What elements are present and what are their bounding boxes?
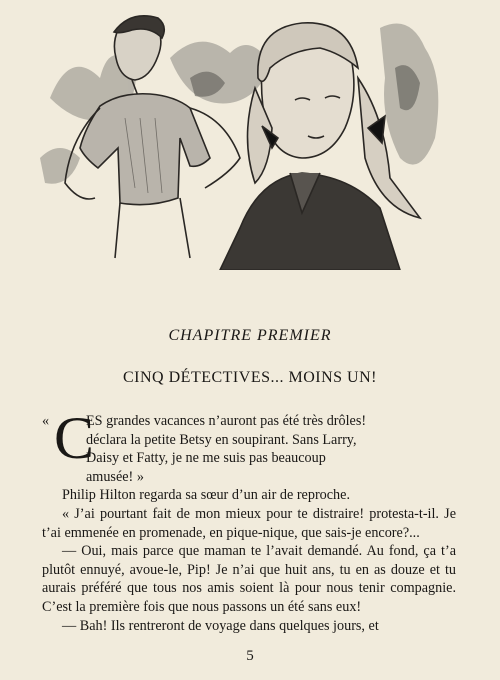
opening-paragraph: [42, 405, 456, 486]
page-number: 5: [246, 648, 254, 664]
paragraph: Philip Hilton regarda sa sœur d’un air de reproche.: [62, 487, 350, 504]
paragraph: « J’ai pourtant fait de mon mieux pour te distraire! protesta-t-il. Je t’ai emmenée en promenade, en pique-nique, que sais-je encore?...: [42, 505, 456, 541]
paragraph: — Bah! Ils rentreront de voyage dans quelques jours, et: [62, 617, 379, 634]
chapter-title: CINQ DÉTECTIVES... MOINS UN!: [123, 369, 377, 386]
opening-quote-mark: «: [42, 413, 50, 429]
text-line: amusée! »: [86, 468, 144, 485]
chapter-label: CHAPITRE PREMIER: [168, 327, 332, 344]
drop-cap: C: [54, 405, 95, 471]
text-line: Daisy et Fatty, je ne me suis pas beaucoup: [86, 450, 326, 467]
text-line: déclara la petite Betsy en soupirant. Sans Larry,: [86, 431, 357, 448]
paragraph: — Oui, mais parce que maman te l’avait demandé. Au fond, ça t’a plutôt ennuyé, avoue-le, Pip! Je n’ai que huit ans, tu en as douze et tu aurais préféré que tous nos amis soient là pour nous tenir compagnie. C’est la première fois que nous passons un été sans eux!: [42, 543, 456, 615]
chapter-illustration: [40, 8, 460, 270]
body-text: [42, 405, 456, 635]
illustration-boy-and-girl: [40, 8, 460, 270]
text-line: ES grandes vacances n’auront pas été très drôles!: [86, 413, 367, 429]
